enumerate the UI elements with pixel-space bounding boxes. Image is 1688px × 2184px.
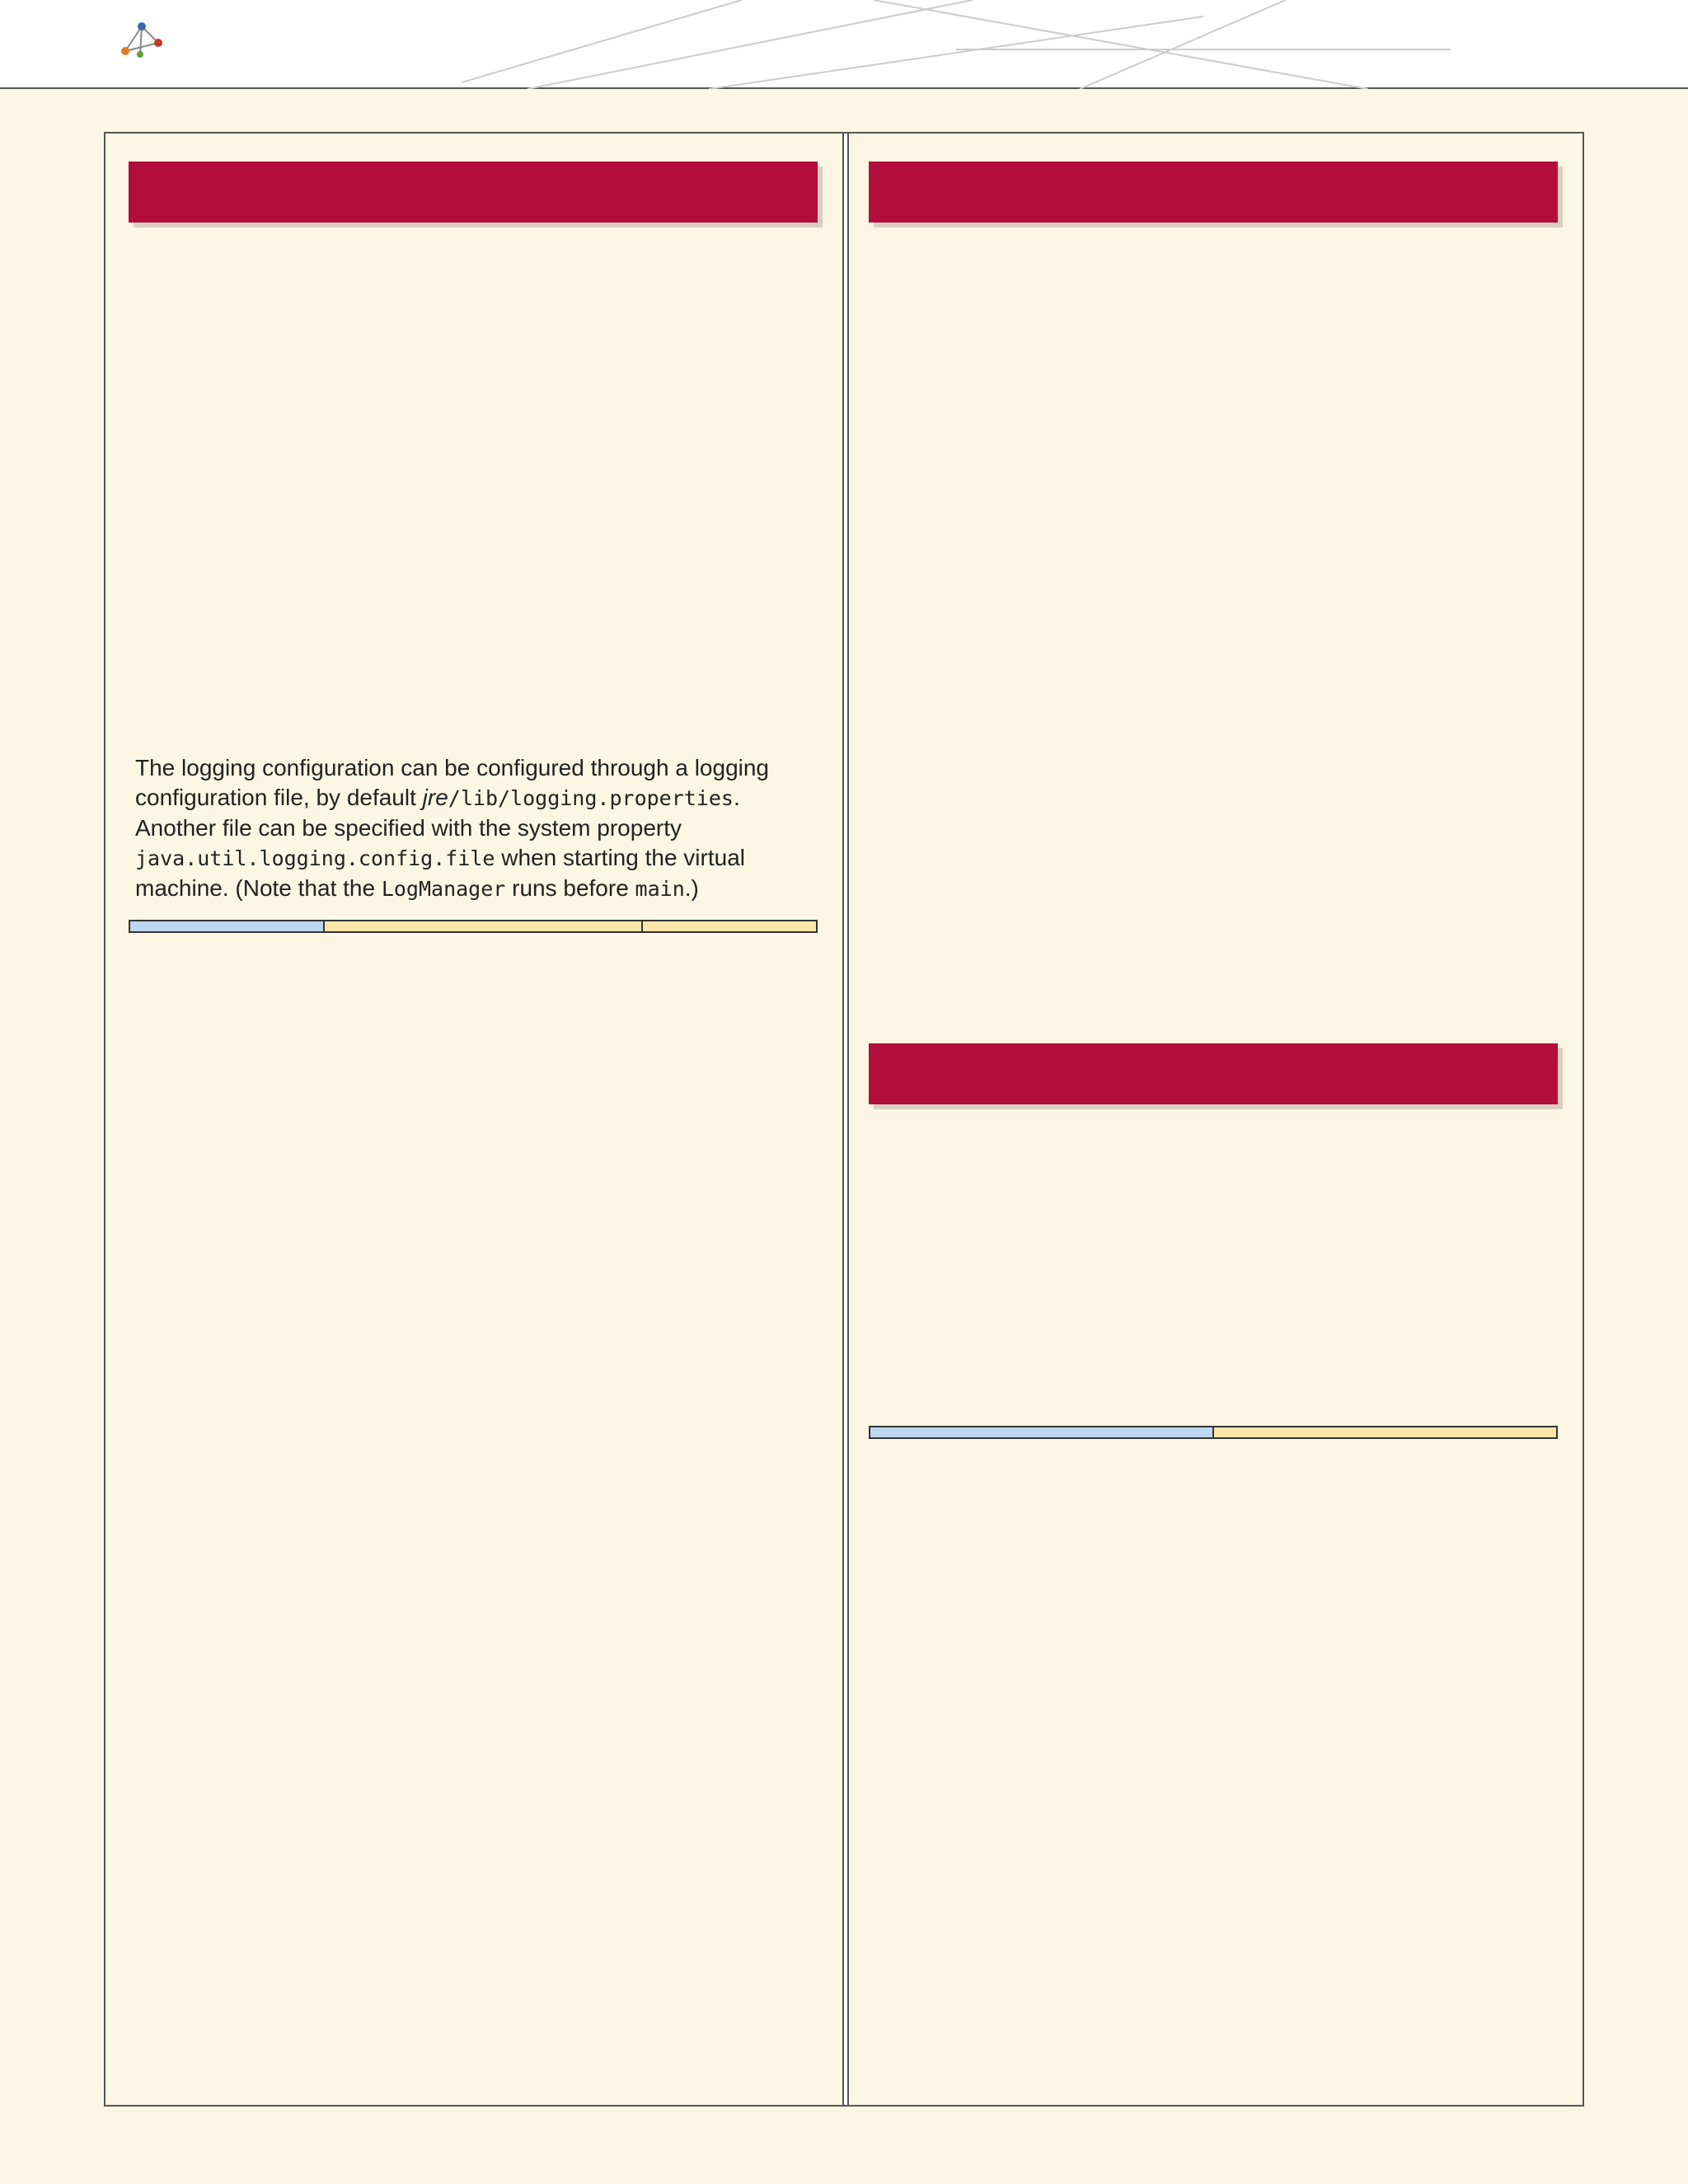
config-paragraph: The logging configuration can be configured through a logging configuration file, by default jre/lib/logging.properties. Another file can be specified with the system property java.util.logging.config.file when starting the virtual machine. (Note that the LogManager runs before main.) (135, 755, 770, 901)
logging-banner (129, 162, 818, 223)
col-header-description (324, 921, 642, 932)
col-header-option (870, 1427, 1213, 1438)
col-header-default (642, 921, 817, 932)
content-frame (104, 132, 1584, 2107)
config-table (129, 920, 818, 933)
page-footer (0, 2128, 1688, 2151)
property-files-banner (869, 162, 1558, 223)
jar-files-banner (869, 1043, 1558, 1104)
page-header (0, 0, 1688, 89)
column-divider (842, 134, 849, 2105)
jar-options-table (869, 1426, 1558, 1439)
molecule-logo-icon (117, 18, 166, 59)
header-decoration (462, 0, 1451, 89)
col-header-property (129, 921, 324, 932)
col-header-jar-description (1213, 1427, 1557, 1438)
